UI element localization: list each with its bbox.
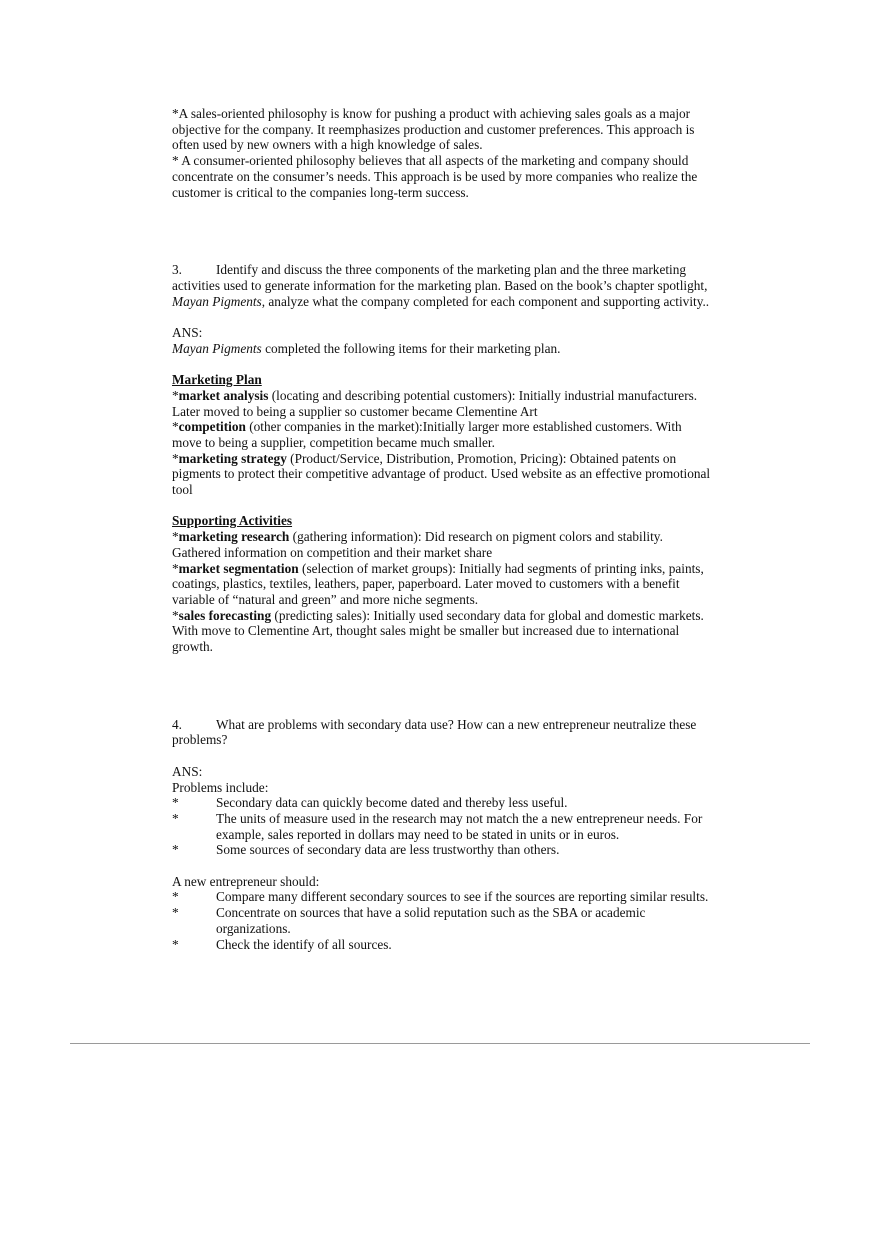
- sales-oriented-paragraph: *A sales-oriented philosophy is know for pushing a product with achieving sales goals as a major objective for the company. It reemphasizes production and customer preferences. This approach is often used by new owners with a high knowledge of sales.: [172, 106, 695, 153]
- plan-item: *competition (other companies in the market):Initially larger more established customers. With move to being a supplier, competition became much smaller.: [172, 419, 682, 450]
- consumer-oriented-paragraph: * A consumer-oriented philosophy believes that all aspects of the marketing and company should concentrate on the consumer’s needs. This approach is be used by more companies who realize the customer is critical to the companies long-term success.: [172, 153, 698, 200]
- support-item: *marketing research (gathering information): Did research on pigment colors and stability. Gathered information on competition and their market share: [172, 529, 663, 560]
- should-intro: A new entrepreneur should:: [172, 873, 320, 889]
- support-item: *market segmentation (selection of market groups): Initially had segments of printing inks, paints, coatings, plastics, textiles, leathers, paper, paperboard. Later moved to customers with a benefit variable of “natural and green” and more niche segments.: [172, 560, 704, 607]
- problem-item: * The units of measure used in the research may not match the a new entrepreneur needs. For example, sales reported in dollars may need to be stated in units or in euros.: [172, 810, 703, 842]
- question-4: [172, 717, 712, 748]
- marketing-plan-heading: Marketing Plan: [172, 372, 262, 388]
- question-3-number: 3.: [172, 262, 182, 278]
- question-4-text: What are problems with secondary data use? How can a new entrepreneur neutralize these problems?: [172, 716, 697, 748]
- question-4-number: 4.: [172, 716, 182, 732]
- should-item: * Check the identify of all sources.: [172, 936, 392, 952]
- plan-item: *market analysis (locating and describing potential customers): Initially industrial manufacturers. Later moved to being a supplier so customer became Clementine Art: [172, 387, 698, 419]
- document-page: [172, 106, 712, 952]
- q3-ans-label: ANS:: [172, 325, 203, 341]
- q3-ans-intro: Mayan Pigments completed the following items for their marketing plan.: [172, 340, 561, 356]
- support-item: *sales forecasting (predicting sales): Initially used secondary data for global and domestic markets. With move to Clementine Art, thought sales might be smaller but increased due to international growth.: [172, 607, 704, 655]
- supporting-activities-heading: Supporting Activities: [172, 513, 293, 529]
- should-item: * Concentrate on sources that have a solid reputation such as the SBA or academic organizations.: [172, 905, 646, 936]
- plan-item: *marketing strategy (Product/Service, Distribution, Promotion, Pricing): Obtained patents on pigments to protect their competitive advantage of product. Used website as an effective promotional tool: [172, 450, 711, 498]
- should-item: * Compare many different secondary sources to see if the sources are reporting similar results.: [172, 889, 709, 905]
- q4-ans-label: ANS:: [172, 763, 203, 779]
- question-3-text: Identify and discuss the three components of the marketing plan and the three marketing activities used to generate information for the marketing plan. Based on the book’s chapter spotlight, Mayan Pigments, analyze what the company completed for each component and supporting activity..: [172, 262, 710, 309]
- problem-item: * Secondary data can quickly become dated and thereby less useful.: [172, 795, 568, 811]
- problems-intro: Problems include:: [172, 779, 269, 795]
- problem-item: * Some sources of secondary data are less trustworthy than others.: [172, 842, 560, 858]
- page-divider: [70, 1043, 810, 1044]
